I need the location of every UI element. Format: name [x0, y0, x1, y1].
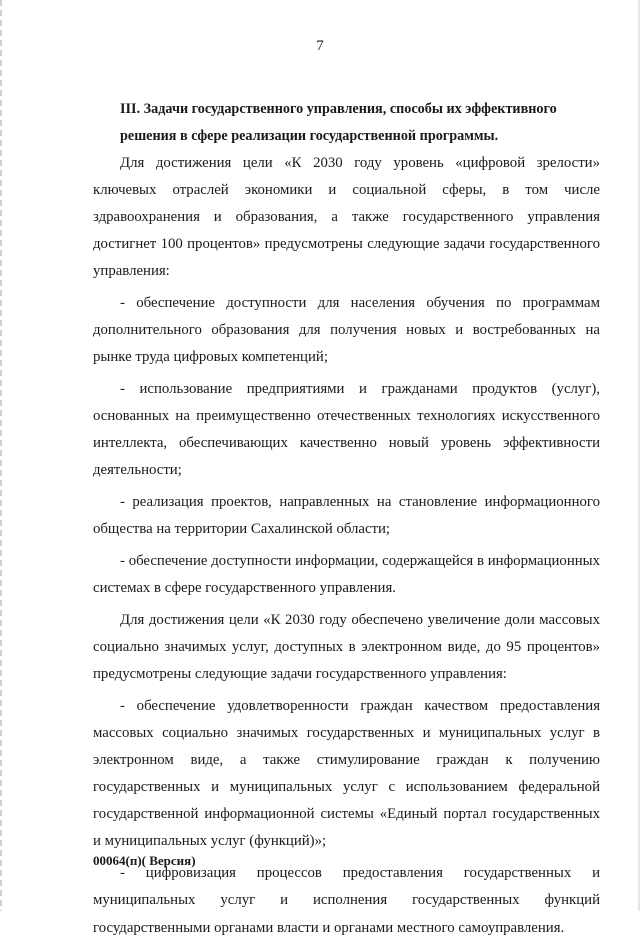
list-item: - обеспечение доступности информации, содержащейся в информационных системах в сфере государственного управления.: [93, 553, 600, 597]
doc-version: ( Версия): [141, 853, 196, 868]
page-number: 7: [316, 38, 324, 54]
list-item: - реализация проектов, направленных на становление информационного общества на территории Сахалинской области;: [93, 494, 600, 538]
paragraph-goal-1: Для достижения цели «К 2030 году уровень «цифровой зрелости» ключевых отраслей экономики и социальной сферы, в том числе здравоохранения и образования, а также государственного управления достигнет 100 процентов» предусмотрены следующие задачи государственного управления:: [93, 155, 600, 280]
paragraph-goal-2: Для достижения цели «К 2030 году обеспечено увеличение доли массовых социально значимых услуг, доступных в электронном виде, до 95 процентов» предусмотрены следующие задачи государственного управления:: [93, 612, 600, 683]
footer-doc-code: [93, 853, 196, 869]
scan-edge-left: [0, 0, 2, 911]
list-item: - обеспечение доступности для населения обучения по программам дополнительного образования для получения новых и востребованных на рынке труда цифровых компетенций;: [93, 295, 600, 366]
list-item: - обеспечение удовлетворенности граждан качеством предоставления массовых социально значимых государственных и муниципальных услуг в электронном виде, а также стимулирование граждан к получению государственных и муниципальных услуг с использованием федеральной государственной информационной системы «Единый портал государственных и муниципальных услуг (функций)»;: [93, 698, 600, 850]
list-item: - использование предприятиями и гражданами продуктов (услуг), основанных на преимущественно отечественных технологиях искусственного интеллекта, обеспечивающих качественно новый уровень эффективности деятельности;: [93, 381, 600, 479]
document-body: [93, 150, 600, 942]
list-item: - цифровизация процессов предоставления государственных и муниципальных услуг и исполнения государственных функций государственными органами власти и органами местного самоуправления.: [93, 865, 600, 936]
section-heading: III. Задачи государственного управления, способы их эффективного решения в сфере реализации государственной программы.: [120, 101, 557, 144]
doc-code: 00064(п): [93, 853, 142, 868]
